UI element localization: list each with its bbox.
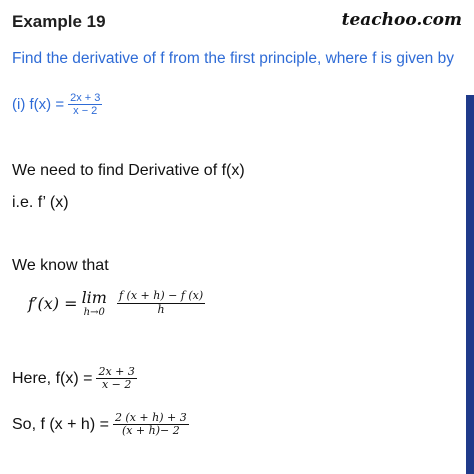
here-numerator: 2x + 3 (98, 365, 135, 378)
limit (82, 288, 107, 318)
so-denominator: (x + h)− 2 (121, 424, 180, 438)
part-prefix: (i) f(x) = (12, 96, 65, 114)
side-accent-bar (466, 95, 474, 474)
here-prefix: Here, f(x) = (12, 369, 93, 387)
line-we-know: We know that (12, 257, 109, 274)
part-numerator: 2x + 3 (70, 92, 101, 104)
line-ie: i.e. f’ (x) (12, 194, 69, 211)
part-fraction (68, 92, 102, 117)
formula-fraction (117, 290, 205, 315)
here-fraction (96, 366, 136, 391)
formula-numerator: f (x + h) − f (x) (118, 289, 204, 303)
so-prefix: So, f (x + h) = (12, 415, 109, 433)
lim-word: lim (81, 288, 107, 307)
brand-logo: teachoo.com (341, 10, 462, 30)
so-numerator: 2 (x + h) + 3 (114, 411, 187, 424)
line-need-derivative: We need to find Derivative of f(x) (12, 162, 245, 179)
example-title: Example 19 (12, 12, 106, 31)
here-denominator: x − 2 (101, 378, 132, 392)
question-part-i (12, 92, 102, 117)
lim-subscript: h→0 (83, 307, 105, 318)
line-so (12, 412, 189, 437)
formula-denominator: h (157, 302, 165, 316)
part-denominator: x − 2 (73, 105, 98, 118)
so-fraction (113, 412, 189, 437)
question-text: Find the derivative of f from the first principle, where f is given by (12, 50, 454, 67)
line-here (12, 366, 137, 391)
derivative-formula (28, 288, 205, 318)
formula-lhs: f′(x) = (28, 293, 78, 313)
